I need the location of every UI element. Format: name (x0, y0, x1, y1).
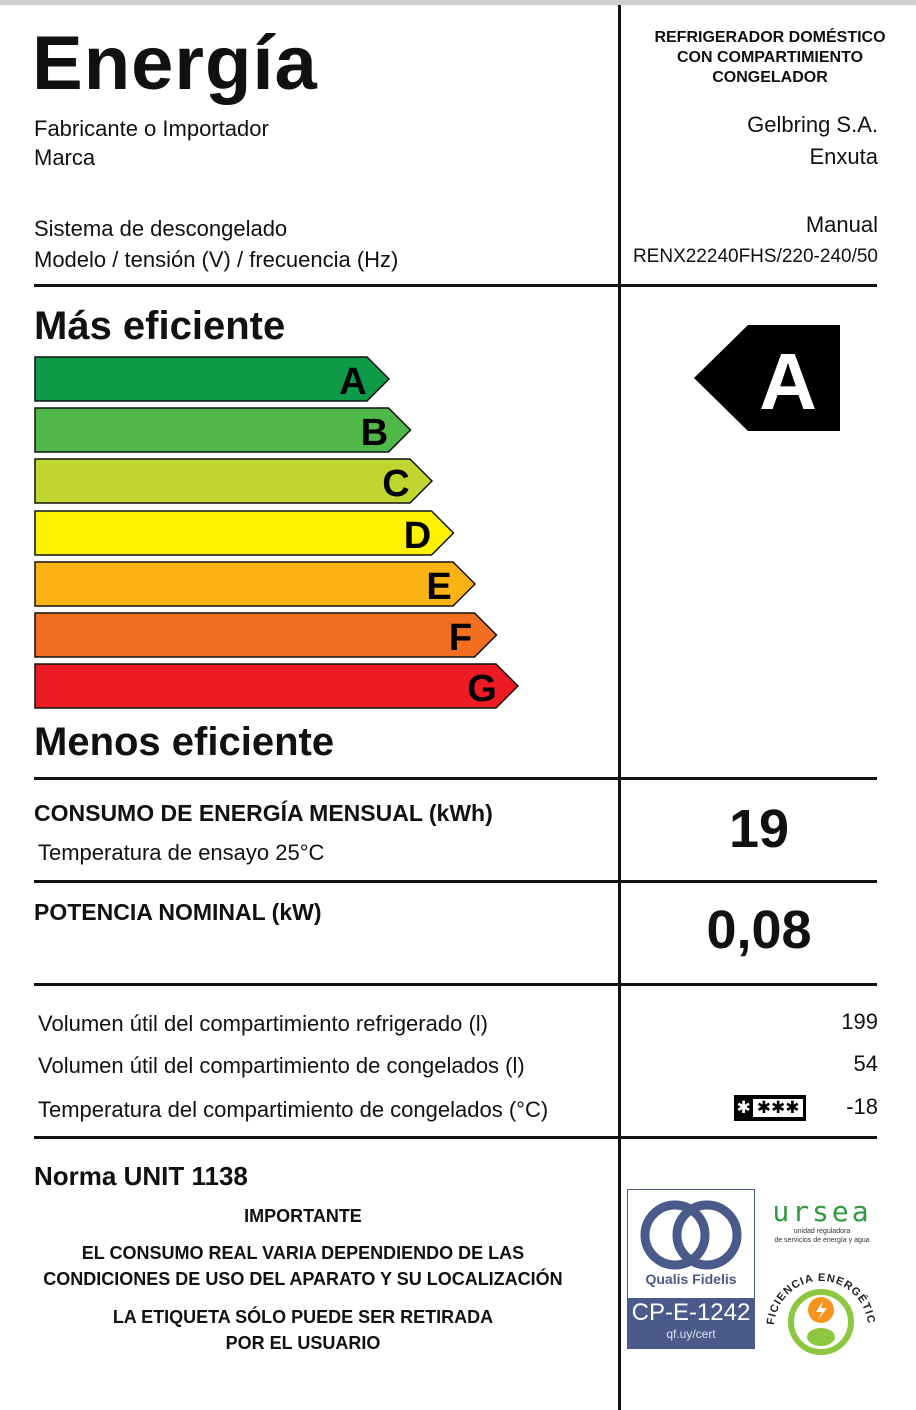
efficiency-letter: B (360, 412, 389, 454)
manufacturer-label: Fabricante o Importador (34, 116, 269, 141)
notice-line: CONDICIONES DE USO DEL APARATO Y SU LOCALIZACIÓN (43, 1269, 563, 1290)
efficiency-arrow (35, 459, 432, 503)
detail-label: Volumen útil del compartimiento refrigerado (l) (38, 1011, 488, 1036)
star-icon: ✱✱✱ (753, 1099, 804, 1117)
efficiency-seal (762, 1258, 880, 1361)
notice-consumption (0, 1240, 606, 1292)
ursea-name: ursea (772, 1195, 872, 1228)
defrost-label: Sistema de descongelado (34, 216, 288, 241)
divider-scale (34, 777, 877, 780)
detail-value: 54 (853, 1051, 878, 1076)
more-efficient-label: Más eficiente (34, 304, 286, 348)
divider-details (34, 1136, 877, 1139)
cert-url: qf.uy/cert (666, 1327, 716, 1341)
efficiency-arrow (35, 408, 411, 452)
product-type-line: CON COMPARTIMIENTO (676, 49, 864, 66)
divider-consumption (34, 880, 877, 883)
power-label: POTENCIA NOMINAL (kW) (34, 899, 322, 925)
efficiency-bar-e (34, 561, 477, 607)
power-value: 0,08 (706, 900, 812, 960)
model-value: RENX22240FHS/220-240/50 (632, 246, 878, 267)
notice-line: POR EL USUARIO (225, 1333, 381, 1354)
efficiency-letter: A (339, 361, 367, 402)
efficiency-bar-a (34, 356, 391, 402)
important-heading: IMPORTANTE (244, 1206, 362, 1226)
efficiency-arrow (35, 511, 454, 555)
standard-label: Norma UNIT 1138 (34, 1161, 248, 1191)
label-title: Energía (32, 21, 318, 106)
efficiency-arrow (35, 664, 518, 708)
notice-line: LA ETIQUETA SÓLO PUEDE SER RETIRADA (112, 1307, 494, 1327)
model-label: Modelo / tensión (V) / frecuencia (Hz) (34, 247, 399, 272)
product-type-line: REFRIGERADOR DOMÉSTICO (654, 29, 886, 46)
top-strip (0, 0, 916, 5)
divider-header (34, 284, 877, 287)
consumption-value: 19 (728, 799, 790, 859)
qualis-name: Qualis Fidelis (645, 1271, 737, 1287)
brand-label: Marca (34, 145, 96, 170)
efficiency-letter: D (403, 514, 432, 556)
efficiency-bar-f (34, 612, 499, 658)
ursea-subtitle (766, 1228, 878, 1246)
ursea-logo (766, 1195, 878, 1246)
star-icon: ✱ (736, 1098, 751, 1117)
efficiency-arrow (35, 357, 389, 401)
vertical-divider (618, 5, 621, 1410)
qualis-fidelis-logo (627, 1189, 755, 1349)
consumption-sublabel: Temperatura de ensayo 25°C (38, 840, 325, 865)
efficiency-letter: G (467, 668, 497, 710)
cert-code: CP-E-1242 (631, 1299, 751, 1326)
efficiency-letter: E (426, 565, 452, 607)
detail-label: Volumen útil del compartimiento de congelados (l) (38, 1053, 525, 1078)
freezer-star-rating (734, 1095, 806, 1121)
detail-label: Temperatura del compartimiento de congelados (°C) (38, 1097, 549, 1122)
rating-letter: A (759, 337, 817, 426)
manufacturer-value: Gelbring S.A. (747, 112, 878, 137)
product-type (640, 28, 900, 88)
brand-value: Enxuta (809, 144, 878, 169)
efficiency-bar-c (34, 458, 434, 504)
rings-icon (637, 1195, 745, 1273)
ursea-subtitle-line: unidad reguladora (793, 1228, 851, 1235)
ursea-subtitle-line: de servicios de energía y agua (774, 1236, 870, 1244)
efficiency-letter: C (382, 463, 410, 505)
notice-line: EL CONSUMO REAL VARIA DEPENDIENDO DE LAS (81, 1243, 525, 1263)
efficiency-bar-g (34, 663, 520, 709)
notice-removal (0, 1304, 606, 1356)
rating-badge (694, 325, 840, 436)
detail-value: -18 (846, 1094, 878, 1119)
efficiency-bar-b (34, 407, 413, 453)
divider-power (34, 983, 877, 986)
detail-value: 199 (841, 1009, 878, 1034)
product-type-line: CONGELADOR (712, 69, 828, 86)
less-efficient-label: Menos eficiente (34, 720, 335, 764)
efficiency-bar-d (34, 510, 456, 556)
efficiency-arrow (35, 613, 497, 657)
efficiency-letter: F (448, 617, 473, 658)
seal-label: FICIENCIA ENERGÉTIC (765, 1271, 877, 1326)
efficiency-arrow (35, 562, 475, 606)
consumption-label: CONSUMO DE ENERGÍA MENSUAL (kWh) (34, 800, 493, 826)
defrost-value: Manual (805, 212, 878, 237)
